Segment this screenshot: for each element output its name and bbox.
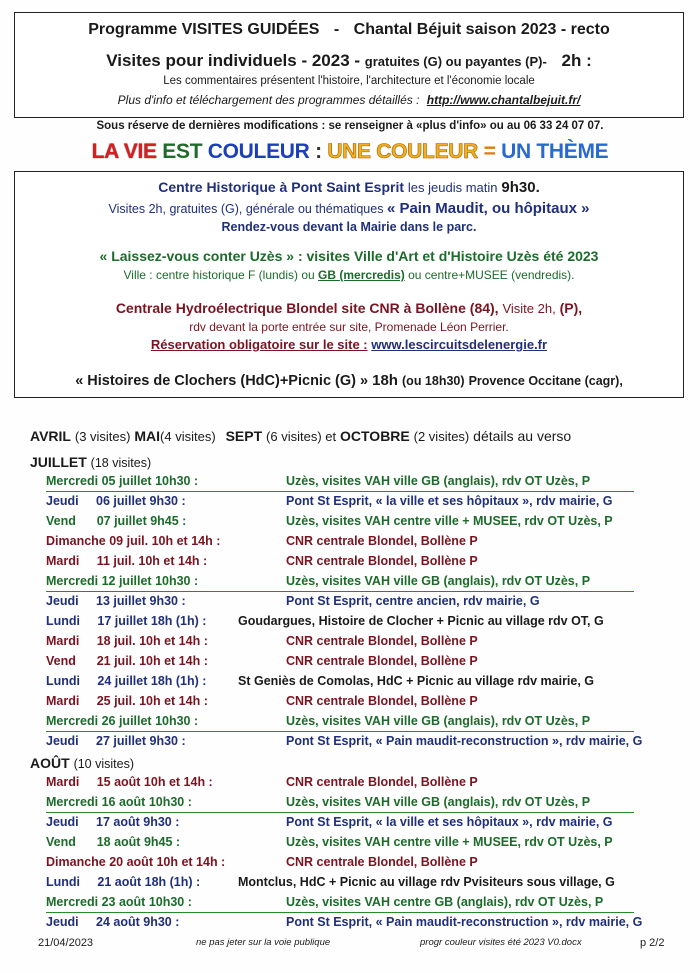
- schedule-row: [0, 835, 700, 855]
- schedule-row: [0, 815, 700, 835]
- slogan-w7: UN THÈME: [501, 140, 609, 163]
- row-date: Lundi 17 juillet 18h (1h) :: [46, 614, 207, 628]
- sum-oct: OCTOBRE: [340, 428, 410, 444]
- schedule-row: [0, 775, 700, 795]
- pse-title: Centre Historique à Pont Saint Esprit: [158, 179, 405, 195]
- row-date: Vend 21 juil. 10h et 14h :: [46, 654, 208, 668]
- pse-title-line: [15, 179, 683, 196]
- summary-line: [30, 428, 571, 444]
- slogan-w2: EST: [162, 140, 203, 163]
- row-visit: Montclus, HdC + Picnic au village rdv Pvisiteurs sous village, G: [238, 875, 615, 889]
- row-visit: CNR centrale Blondel, Bollène P: [286, 534, 478, 548]
- row-date: Mercredi 16 août 10h30 :: [46, 795, 192, 809]
- sum-mai: MAI: [134, 428, 161, 444]
- subtitle-a: Visites pour individuels - 2023 -: [106, 51, 361, 70]
- footer-note: ne pas jeter sur la voie publique: [196, 937, 331, 948]
- slogan-w1: LA VIE: [91, 140, 157, 163]
- sum-mai-n: (4 visites): [160, 429, 216, 444]
- aout-title: AOÛT: [30, 755, 70, 771]
- footer-date: 21/04/2023: [38, 937, 94, 949]
- row-underline: [46, 591, 634, 592]
- row-date: Vend 18 août 9h45 :: [46, 835, 181, 849]
- row-visit: CNR centrale Blondel, Bollène P: [286, 654, 478, 668]
- slogan-w6: =: [483, 140, 496, 163]
- pse-line3: Rendez-vous devant la Mairie dans le parc.: [221, 220, 477, 234]
- schedule-row: [0, 554, 700, 574]
- row-date: Mardi 18 juil. 10h et 14h :: [46, 634, 208, 648]
- sum-avril-n: (3 visites): [74, 429, 131, 444]
- cnr-title-line: [15, 300, 683, 316]
- row-underline: [46, 491, 634, 492]
- themes-box: [14, 171, 684, 398]
- title-part2: Chantal Béjuit saison 2023 - recto: [353, 21, 610, 38]
- row-date: Mardi 25 juil. 10h et 14h :: [46, 694, 208, 708]
- row-visit: CNR centrale Blondel, Bollène P: [286, 554, 478, 568]
- row-date: Dimanche 20 août 10h et 14h :: [46, 855, 226, 869]
- row-visit: Pont St Esprit, centre ancien, rdv mairie, G: [286, 594, 540, 608]
- hdc-b: 18h: [372, 372, 398, 389]
- pse-when: les jeudis matin: [407, 180, 498, 195]
- footer-file: progr couleur visites été 2023 V0.docx: [420, 937, 582, 948]
- row-date: Mardi 15 août 10h et 14h :: [46, 775, 213, 789]
- row-date: Jeudi 27 juillet 9h30 :: [46, 734, 186, 748]
- uzes-line2a: Ville : centre historique F (lundis) ou: [123, 268, 315, 282]
- row-underline: [46, 731, 634, 732]
- aout-count: (10 visites): [73, 757, 134, 771]
- row-date: Mercredi 05 juillet 10h30 :: [46, 474, 199, 488]
- schedule-row: [0, 594, 700, 614]
- row-visit: Uzès, visites VAH ville GB (anglais), rdv OT Uzès, P: [286, 574, 591, 588]
- sum-avril: AVRIL: [30, 428, 71, 444]
- juillet-heading: [30, 454, 151, 470]
- pse-line2b: « Pain Maudit, ou hôpitaux »: [386, 200, 590, 217]
- sum-oct-n: (2 visites): [413, 429, 470, 444]
- row-visit: Uzès, visites VAH centre ville + MUSEE, rdv OT Uzès, P: [286, 835, 613, 849]
- hdc-c: (ou 18h30): [402, 374, 465, 388]
- row-visit: Pont St Esprit, « Pain maudit-reconstruction », rdv mairie, G: [286, 734, 643, 748]
- info-label: Plus d'info et téléchargement des programmes détaillés :: [117, 93, 420, 107]
- cnr-link[interactable]: www.lescircuitsdelenergie.fr: [371, 337, 548, 352]
- cnr-title: Centrale Hydroélectrique Blondel site CNR à Bollène (84),: [115, 300, 499, 316]
- row-visit: Pont St Esprit, « la ville et ses hôpitaux », rdv mairie, G: [286, 815, 613, 829]
- schedule-row: [0, 855, 700, 875]
- uzes-line2c: ou centre+MUSEE (vendredis).: [408, 268, 575, 282]
- cnr-title3: (P),: [559, 300, 583, 316]
- schedule-row: [0, 634, 700, 654]
- row-visit: Uzès, visites VAH ville GB (anglais), rdv OT Uzès, P: [286, 474, 591, 488]
- slogan: [0, 140, 700, 164]
- pse-line2a: Visites 2h, gratuites (G), générale ou thématiques: [108, 202, 384, 216]
- row-visit: Uzès, visites VAH ville GB (anglais), rdv OT Uzès, P: [286, 714, 591, 728]
- row-visit: St Geniès de Comolas, HdC + Picnic au village rdv mairie, G: [238, 674, 595, 688]
- uzes-line2b: GB (mercredis): [318, 268, 405, 282]
- row-visit: CNR centrale Blondel, Bollène P: [286, 634, 478, 648]
- row-date: Lundi 24 juillet 18h (1h) :: [46, 674, 207, 688]
- row-visit: Pont St Esprit, « la ville et ses hôpitaux », rdv mairie, G: [286, 494, 613, 508]
- row-date: Jeudi 17 août 9h30 :: [46, 815, 180, 829]
- sum-sept-n: (6 visites) et: [266, 429, 337, 444]
- juillet-title: JUILLET: [30, 454, 87, 470]
- title-part1: Programme VISITES GUIDÉES: [88, 21, 320, 38]
- pse-line2: [15, 200, 683, 217]
- footer-page: p 2/2: [640, 937, 665, 949]
- schedule-row: [0, 694, 700, 714]
- cnr-line2: rdv devant la porte entrée sur site, Promenade Léon Perrier.: [189, 320, 509, 334]
- juillet-count: (18 visites): [90, 456, 152, 470]
- title-dash: -: [333, 21, 340, 38]
- cnr-title2: Visite 2h,: [502, 301, 556, 316]
- reserve-note: Sous réserve de dernières modifications : se renseigner à «plus d'info» ou au 06 33 24 07 07.: [96, 120, 604, 132]
- schedule-row: [0, 654, 700, 674]
- cnr-line3a: Réservation obligatoire sur le site :: [150, 337, 368, 352]
- row-underline: [46, 912, 634, 913]
- uzes-line2: [15, 268, 683, 282]
- schedule-row: [0, 674, 700, 694]
- sum-sept: SEPT: [225, 428, 263, 444]
- row-date: Vend 07 juillet 9h45 :: [46, 514, 187, 528]
- row-date: Mercredi 26 juillet 10h30 :: [46, 714, 199, 728]
- row-date: Lundi 21 août 18h (1h) :: [46, 875, 201, 889]
- schedule-row: [0, 494, 700, 514]
- doc-title: [15, 21, 683, 39]
- row-visit: Uzès, visites VAH centre ville + MUSEE, rdv OT Uzès, P: [286, 514, 613, 528]
- row-date: Mercredi 23 août 10h30 :: [46, 895, 192, 909]
- slogan-w4: :: [315, 140, 322, 163]
- uzes-title: « Laissez-vous conter Uzès » : visites Ville d'Art et d'Histoire Uzès été 2023: [99, 248, 599, 264]
- schedule-row: [0, 915, 700, 935]
- sum-tail: détails au verso: [473, 428, 572, 444]
- pse-time: 9h30.: [501, 179, 540, 196]
- row-date: Jeudi 24 août 9h30 :: [46, 915, 180, 929]
- header-box: [14, 12, 684, 118]
- row-visit: CNR centrale Blondel, Bollène P: [286, 855, 478, 869]
- comment-line: Les commentaires présentent l'histoire, l'architecture et l'économie locale: [163, 75, 535, 87]
- row-visit: Pont St Esprit, « Pain maudit-reconstruction », rdv mairie, G: [286, 915, 643, 929]
- aout-heading: [30, 755, 134, 771]
- row-visit: Goudargues, Histoire de Clocher + Picnic au village rdv OT, G: [238, 614, 604, 628]
- row-date: Jeudi 06 juillet 9h30 :: [46, 494, 186, 508]
- info-line: [15, 93, 683, 107]
- row-date: Mercredi 12 juillet 10h30 :: [46, 574, 199, 588]
- cnr-line3: [15, 337, 683, 352]
- row-visit: Uzès, visites VAH centre GB (anglais), rdv OT Uzès, P: [286, 895, 604, 909]
- schedule-row: [0, 734, 700, 754]
- hdc-a: « Histoires de Clochers (HdC)+Picnic (G) »: [75, 373, 369, 389]
- row-date: Dimanche 09 juil. 10h et 14h :: [46, 534, 221, 548]
- row-underline: [46, 812, 634, 813]
- row-visit: CNR centrale Blondel, Bollène P: [286, 775, 478, 789]
- row-visit: CNR centrale Blondel, Bollène P: [286, 694, 478, 708]
- info-url[interactable]: http://www.chantalbejuit.fr/: [426, 93, 581, 107]
- row-date: Jeudi 13 juillet 9h30 :: [46, 594, 186, 608]
- subtitle-c: 2h :: [561, 51, 592, 70]
- schedule-row: [0, 875, 700, 895]
- row-date: Mardi 11 juil. 10h et 14h :: [46, 554, 208, 568]
- subtitle: [15, 51, 683, 71]
- row-visit: Uzès, visites VAH ville GB (anglais), rdv OT Uzès, P: [286, 795, 591, 809]
- schedule-row: [0, 514, 700, 534]
- subtitle-b: gratuites (G) ou payantes (P)-: [364, 54, 547, 69]
- slogan-w5: UNE COULEUR: [327, 140, 479, 163]
- slogan-w3: COULEUR: [207, 140, 310, 163]
- hdc-line: [15, 372, 683, 389]
- schedule-row: [0, 614, 700, 634]
- schedule-row: [0, 534, 700, 554]
- hdc-d: Provence Occitane (cagr),: [468, 374, 623, 388]
